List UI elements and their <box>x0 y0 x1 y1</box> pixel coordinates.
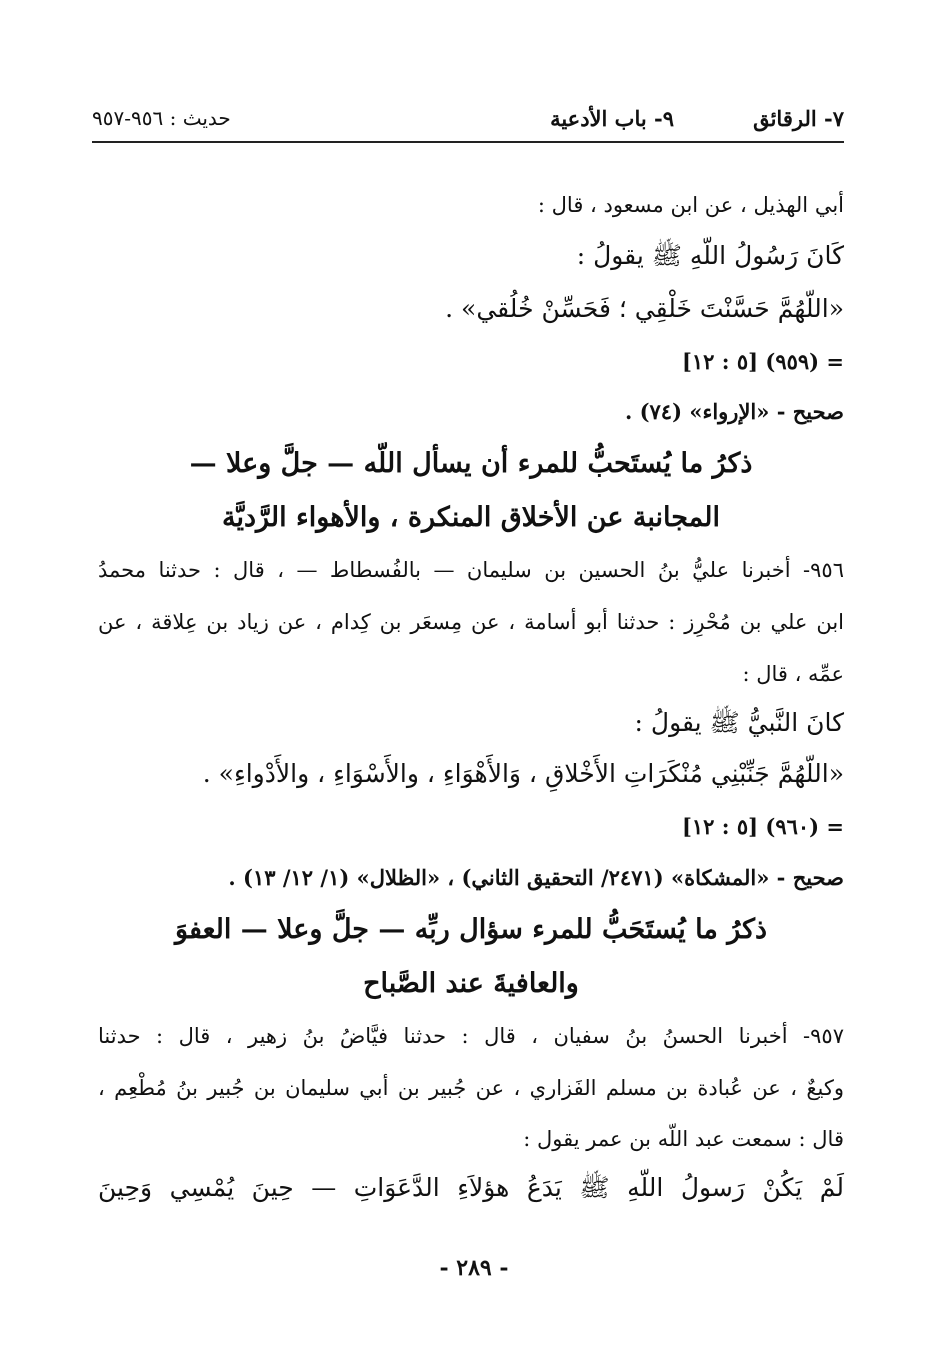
hadith-range: حديث : ٩٥٦-٩٥٧ <box>92 106 231 130</box>
prophet-quote-intro: كَانَ رَسُولُ اللّهِ ﷺ يقولُ : <box>576 241 844 270</box>
chapter-heading-line: ذكرُ ما يُستَحَبُّ للمرء سؤال ربِّه — جلَّ وعلا — العفوَ <box>175 914 767 945</box>
text-line: أبي الهذيل ، عن ابن مسعود ، قال : <box>537 193 844 217</box>
hadith-text-line: ابن علي بن مُحْرِز : حدثنا أبو أسامة ، عن مِسعَر بن كِدام ، عن زياد بن عِلاقة ، عن <box>98 610 844 634</box>
running-header <box>92 100 844 140</box>
hadith-text-line: عمِّه ، قال : <box>742 662 844 686</box>
hadith-text-line: ٩٥٦- أخبرنا عليُّ بنُ الحسين بن سليمان — بالفُسطاط — ، قال : حدثنا محمدُ <box>98 558 844 582</box>
grading-note: صحيح - «المشكاة» (٢٤٧١/ التحقيق الثاني) ، «الظلال» (١/ ١٢/ ١٣) . <box>228 865 844 890</box>
chapter-heading-line: ذكرُ ما يُستَحبُّ للمرء أن يسأل اللّه — جلَّ وعلا — <box>189 448 753 479</box>
hadith-text-line: ٩٥٧- أخبرنا الحسنُ بنُ سفيان ، قال : حدثنا فيَّاضُ بنُ زهير ، قال : حدثنا <box>98 1024 844 1048</box>
cross-reference: = (٩٦٠) [٥ : ١٢] <box>681 814 844 839</box>
hadith-text-line: وكيعٌ ، عن عُبادة بن مسلم الفَزاري ، عن جُبير بن أبي سليمان بن جُبير بنُ مُطْعِم ، <box>98 1076 844 1100</box>
chapter-heading-line: والعافيةَ عند الصَّباح <box>363 968 579 999</box>
grading-note: صحيح - «الإرواء» (٧٤) . <box>624 399 844 424</box>
header-rule <box>92 141 844 143</box>
prophet-quote-intro: كانَ النَّبيُّ ﷺ يقولُ : <box>634 708 844 737</box>
dua-text: «اللّهُمَّ جَنِّبْنِي مُنْكَرَاتِ الأَخْلاقِ ، وَالأَهْوَاءِ ، والأَسْوَاءِ ، والأَدْواءِ» . <box>202 759 844 788</box>
hadith-text-line: لَمْ يَكُنْ رَسولُ اللّهِ ﷺ يَدَعُ هؤلاَءِ الدَّعَوَاتِ — حِينَ يُمْسِي وَحِينَ <box>98 1173 844 1202</box>
section-title: ٧- الرقائق <box>753 106 844 131</box>
chapter-title: ٩- باب الأدعية <box>550 106 674 131</box>
hadith-text-line: قال : سمعت عبد اللّه بن عمر يقول : <box>523 1127 844 1151</box>
dua-text: «اللّهُمَّ حَسَّنْتَ خَلْقِي ؛ فَحَسِّنْ خُلُقي» . <box>445 294 844 323</box>
cross-reference: = (٩٥٩) [٥ : ١٢] <box>681 349 844 374</box>
page-number: - ٢٨٩ - <box>439 1255 509 1281</box>
chapter-heading-line: المجانبة عن الأخلاق المنكرة ، والأهواء الرَّديَّة <box>222 502 720 533</box>
